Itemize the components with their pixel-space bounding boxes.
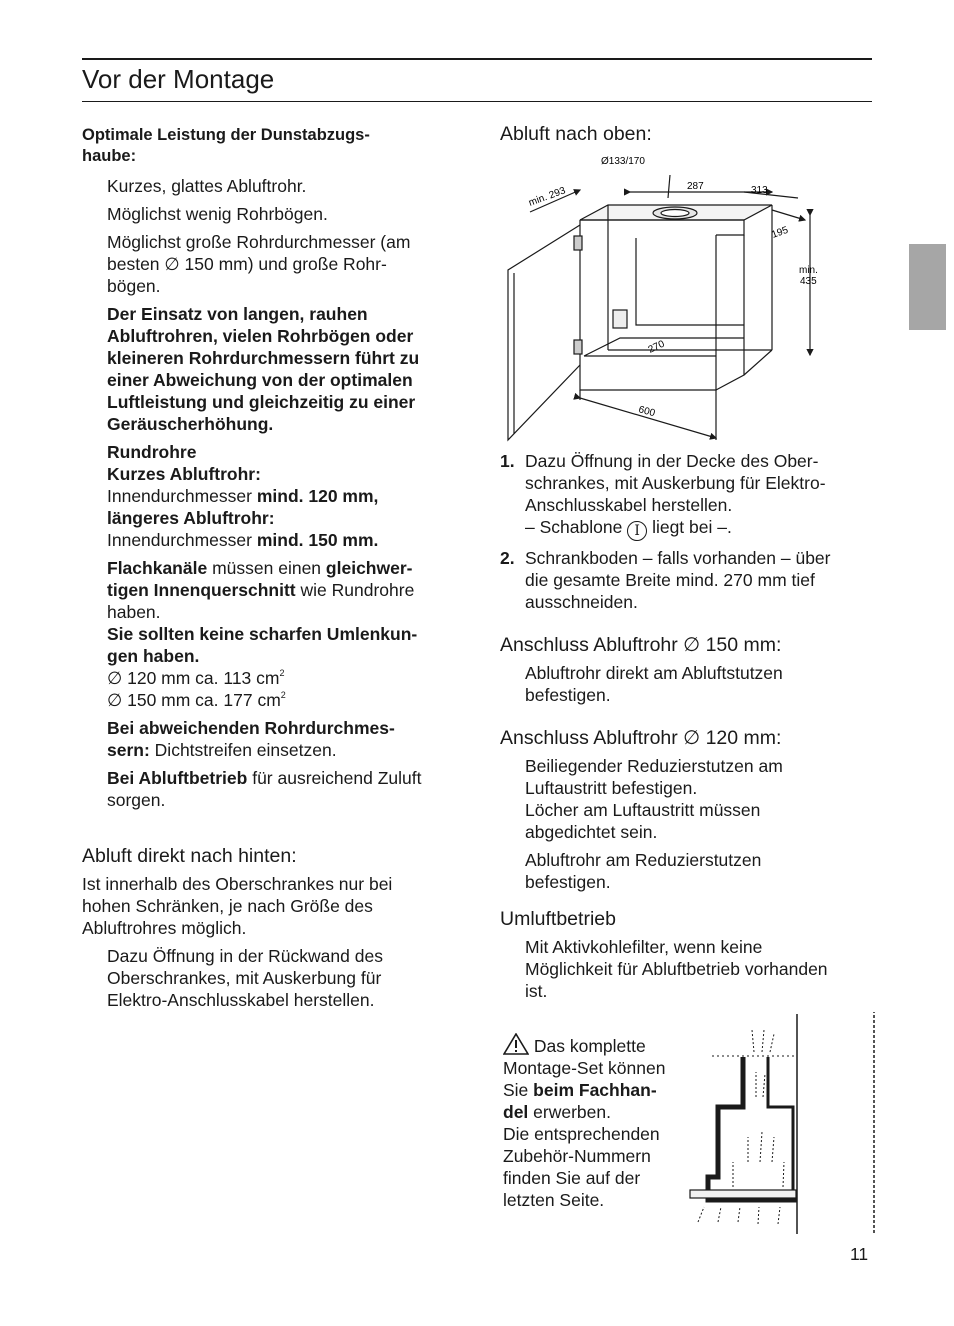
flat-ducts-block: Flachkanäle müssen einen gleichwer- tigen Innenquerschnitt wie Rundrohre haben. Sie sollten keine scharfen Umlenkun- gen haben. ∅ 120 mm ca. 113 $cm^2$ ∅ 150 mm ca. 177 $cm^2$ <box>107 558 418 710</box>
warning-icon <box>503 1033 529 1055</box>
template-symbol: I <box>627 521 647 541</box>
top-rule <box>82 58 872 60</box>
back-exhaust-instruction: Dazu Öffnung in der Rückwand des Oberschrankes, mit Auskerbung für Elektro-Anschlusskabel herstellen. <box>107 946 383 1010</box>
title-rule <box>82 101 872 102</box>
page-title: Vor der Montage <box>82 64 275 94</box>
diagram-label-195: 195 <box>770 224 790 241</box>
up-exhaust-heading: Abluft nach oben: <box>500 123 652 145</box>
right-column-steps <box>500 450 870 1002</box>
connect-120-text-1: Beiliegender Reduzierstutzen am Luftaustritt befestigen. Löcher am Luftaustritt müssen abgedichtet sein. <box>525 756 783 842</box>
left-column <box>82 125 462 1011</box>
diagram-label-313: 313 <box>751 185 768 196</box>
left-heading: Optimale Leistung der Dunstabzugs- haube: <box>82 126 370 165</box>
tip-few-bends: Möglichst wenig Rohrbögen. <box>107 204 328 224</box>
accessory-note: Das komplette Montage-Set können Sie beim Fachhan- del erwerben. Die entsprechenden Zubehör-Nummern finden Sie auf der letzten Seite. <box>503 1033 693 1211</box>
page-number: 11 <box>850 1244 869 1264</box>
connect-150-heading: Anschluss Abluftrohr ∅ 150 mm: <box>500 634 782 656</box>
step-2: 2. Schrankboden – falls vorhanden – über die gesamte Breite mind. 270 mm tief ausschneiden. <box>500 548 831 612</box>
recirculation-text: Mit Aktivkohlefilter, wenn keine Möglichkeit für Abluftbetrieb vorhanden ist. <box>525 937 828 1001</box>
diagram-label-287: 287 <box>687 181 704 192</box>
back-exhaust-intro: Ist innerhalb des Oberschrankes nur bei hohen Schränken, je nach Größe des Abluftrohres möglich. <box>82 874 393 938</box>
connect-120-heading: Anschluss Abluftrohr ∅ 120 mm: <box>500 727 782 749</box>
diameter-deviation-note: Bei abweichenden Rohrdurchmes- sern: Dichtstreifen einsetzen. <box>107 718 395 760</box>
connect-120-text-2: Abluftrohr am Reduzierstutzen befestigen. <box>525 850 762 892</box>
right-column <box>500 122 870 146</box>
diagram-label-435: 435 <box>800 276 817 287</box>
round-pipes-block: Rundrohre Kurzes Abluftrohr: Innendurchmesser mind. 120 mm, längeres Abluftrohr: Innendurchmesser mind. 150 mm. <box>107 442 379 550</box>
tip-short-pipe: Kurzes, glattes Abluftrohr. <box>107 176 307 196</box>
diagram-label-600: 600 <box>637 404 657 420</box>
step-1: 1. Dazu Öffnung in der Decke des Ober- schrankes, mit Auskerbung für Elektro- Anschlusskabel herstellen. – Schablone I liegt bei –. <box>500 451 826 539</box>
diagram-label-min293: min. 293 <box>527 185 568 209</box>
performance-warning: Der Einsatz von langen, rauhen Abluftrohren, vielen Rohrbögen oder kleineren Rohrdurchmessern führt zu einer Abweichung von der optimalen Luftleistung und gleichzeitig zu einer Geräuscherhöhung. <box>107 304 420 434</box>
recirculation-diagram <box>688 1012 888 1237</box>
supply-air-note: Bei Abluftbetrieb für ausreichend Zuluft sorgen. <box>107 768 422 810</box>
cabinet-diagram <box>500 150 830 450</box>
language-tab-marker <box>909 244 946 330</box>
tip-large-diameter: Möglichst große Rohrdurchmesser (am besten ∅ 150 mm) und große Rohr- bögen. <box>107 232 411 296</box>
back-exhaust-heading: Abluft direkt nach hinten: <box>82 845 297 867</box>
diagram-label-270: 270 <box>646 338 667 356</box>
recirculation-heading: Umluftbetrieb <box>500 908 616 930</box>
diagram-label-min: min. <box>799 265 818 276</box>
diagram-label-diameter: Ø133/170 <box>601 156 645 167</box>
connect-150-text: Abluftrohr direkt am Abluftstutzen befestigen. <box>525 663 783 705</box>
